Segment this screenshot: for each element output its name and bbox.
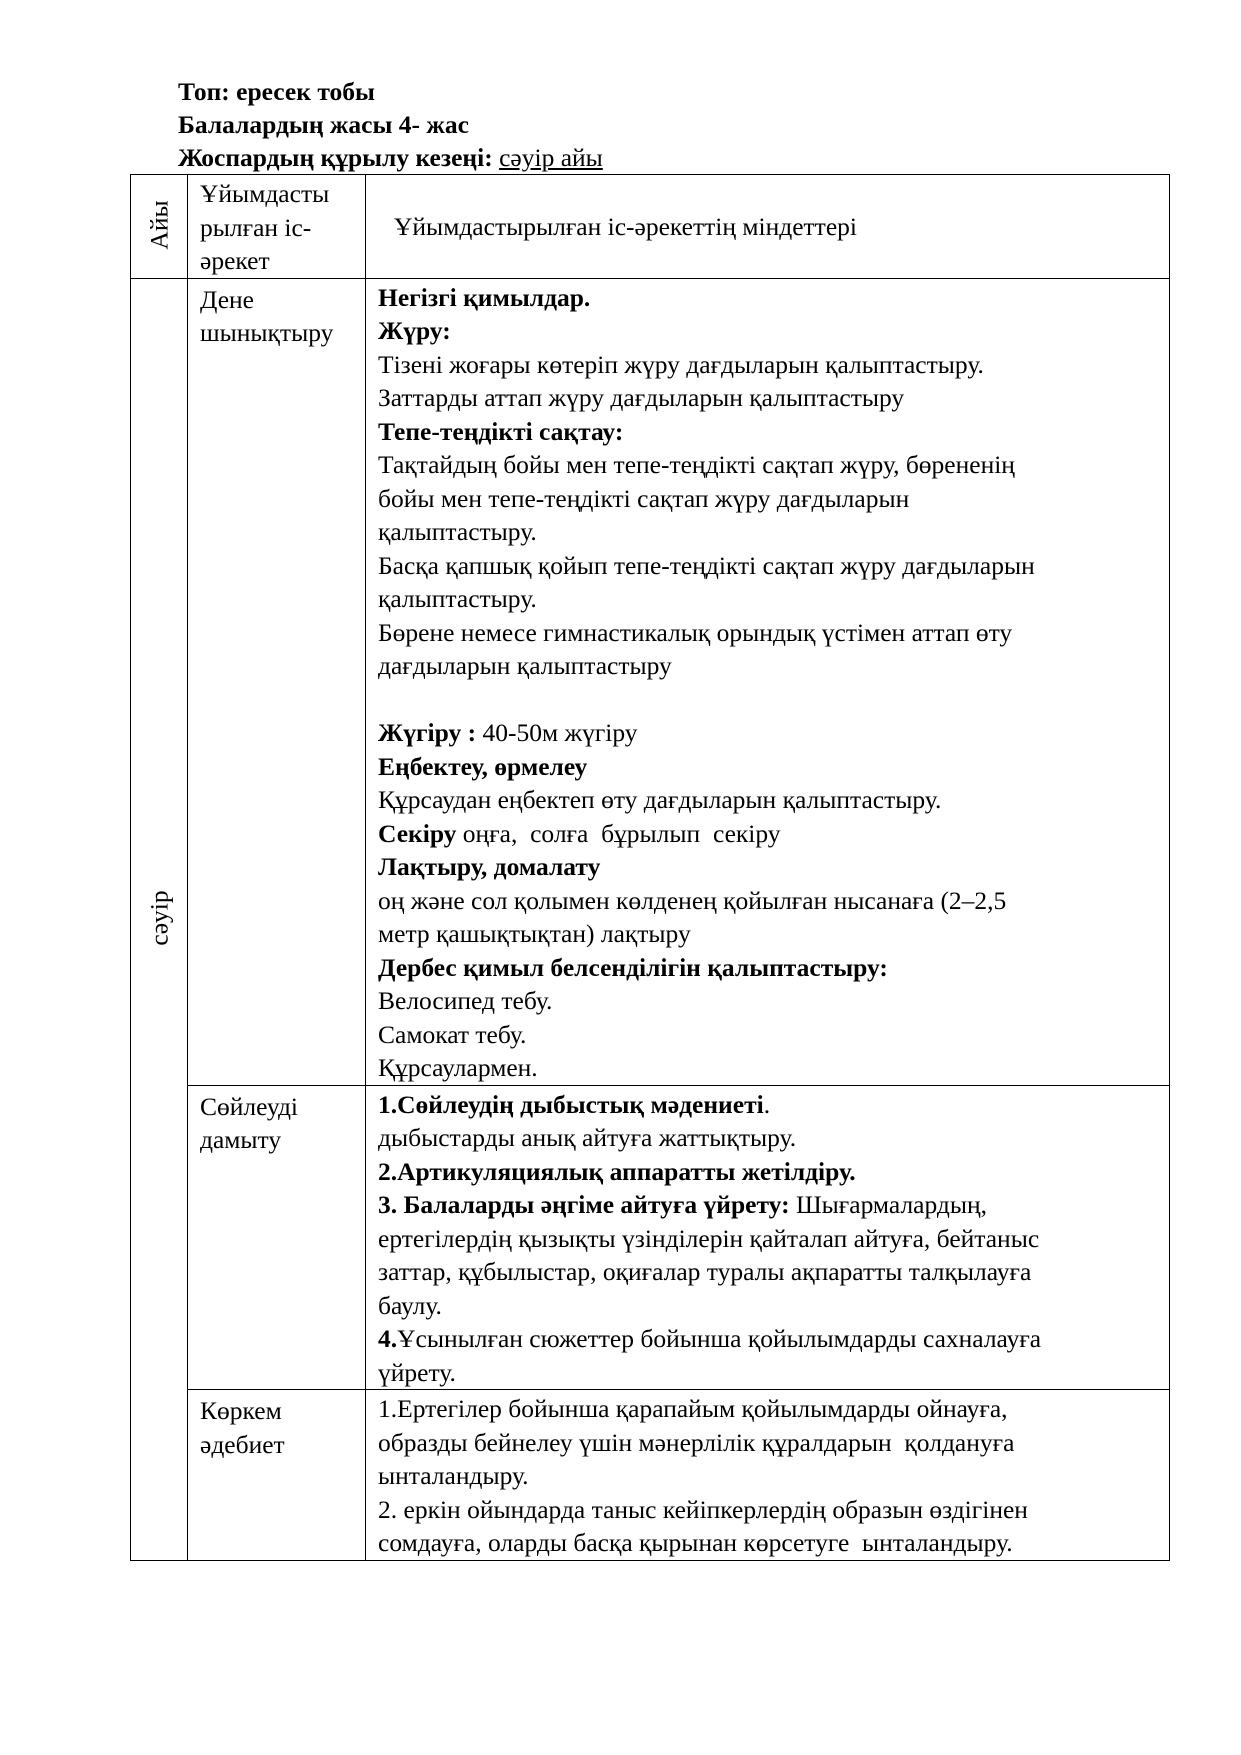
task-line <box>378 951 1165 985</box>
period-value: сәуір айы <box>499 143 603 172</box>
task-line <box>378 783 1165 817</box>
task-line-bold: Еңбектеу, өрмелеу <box>378 751 588 781</box>
task-line-text: қалыптастыру. <box>378 517 537 546</box>
task-line <box>378 1289 1165 1323</box>
task-line <box>378 850 1165 884</box>
task-line-text: Шығармалардың, <box>789 1190 988 1219</box>
month-label: сәуір <box>144 890 174 946</box>
task-line-bold: Жүру: <box>378 316 451 345</box>
task-line <box>378 1188 1165 1222</box>
task-line <box>378 1018 1165 1052</box>
task-line-text: Құрсаулармен. <box>378 1053 538 1082</box>
table-row <box>131 1390 1170 1561</box>
task-line <box>378 884 1165 918</box>
task-line-text: Ұсынылған сюжеттер бойынша қойылымдарды сахналауға <box>397 1324 1042 1353</box>
activity-line: шынықтыру <box>200 318 334 347</box>
task-line-text: дағдыларын қалыптастыру <box>378 651 672 680</box>
task-line <box>378 281 1165 315</box>
task-line <box>378 716 1165 750</box>
task-line-text: үйрету. <box>378 1357 456 1387</box>
tasks-cell <box>366 278 1170 1085</box>
task-line <box>378 1459 1165 1493</box>
document-header <box>178 75 603 174</box>
task-line <box>378 1526 1165 1560</box>
group-label: Топ: <box>178 77 230 106</box>
header-activity-line: әрекет <box>200 246 270 275</box>
task-line <box>378 1155 1165 1189</box>
task-line-bold: Жүгіру : <box>378 718 477 747</box>
task-line-text: Заттарды аттап жүру дағдыларын қалыптастыру <box>378 383 905 412</box>
task-line <box>378 1426 1165 1460</box>
header-month-cell <box>131 175 188 279</box>
task-line <box>378 1121 1165 1155</box>
task-line-text: Тізені жоғары көтеріп жүру дағдыларын қалыптастыру. <box>378 349 984 379</box>
task-line <box>378 1088 1165 1122</box>
task-line <box>378 1356 1165 1390</box>
task-line-bold: 1.Сөйлеудің дыбыстық мәдениеті <box>378 1089 764 1119</box>
task-line-text: қалыптастыру. <box>378 584 537 613</box>
task-line-text: дыбыстарды анық айтуға жаттықтыру. <box>378 1123 797 1152</box>
task-line-bold: 4. <box>378 1324 398 1353</box>
task-line <box>378 1222 1165 1256</box>
activity-line: Сөйлеуді <box>200 1091 299 1121</box>
task-line-text: ынталандыру. <box>378 1461 529 1490</box>
task-line-text: сомдауға, оларды басқа қырынан көрсетуге ынталандыру. <box>378 1528 1013 1557</box>
table-row <box>131 278 1170 1085</box>
task-line-text: ертегілердің қызықты үзінділерін қайталап айтуға, бейтаныс <box>378 1223 1040 1253</box>
task-line <box>378 750 1165 784</box>
task-line-text: образды бейнелеу үшін мәнерлілік құралдарын қолдануға <box>378 1427 1015 1457</box>
task-line-text: . <box>763 1089 771 1119</box>
header-activity-cell <box>188 175 366 279</box>
header-activity-line: Ұйымдасты <box>200 179 330 208</box>
header-activity-line: рылған іс- <box>200 212 312 242</box>
task-line-bold: Дербес қимыл белсенділігін қалыптастыру: <box>378 952 888 982</box>
task-line <box>378 917 1165 951</box>
tasks-cell <box>366 1085 1170 1390</box>
group-value: ересек тобы <box>236 77 375 106</box>
task-line <box>378 381 1165 415</box>
age-text: Балалардың жасы 4- жас <box>178 110 469 139</box>
task-line <box>378 1322 1165 1356</box>
task-line <box>378 817 1165 851</box>
task-line <box>378 515 1165 549</box>
task-line <box>378 482 1165 516</box>
task-line-text: 1.Ертегілер бойынша қарапайым қойылымдарды ойнауға, <box>378 1394 1008 1423</box>
task-line <box>378 649 1165 683</box>
activity-cell <box>188 278 366 1085</box>
task-line-text: оңға, солға бұрылып секіру <box>456 818 781 848</box>
task-line-text: баулу. <box>378 1290 442 1320</box>
task-line-text: Самокат тебу. <box>378 1019 527 1049</box>
task-line <box>378 984 1165 1018</box>
task-line <box>378 448 1165 482</box>
task-line-text: Бөрене немесе гимнастикалық орындық үстімен аттап өту <box>378 617 1013 647</box>
task-line-bold: Лақтыру, домалату <box>378 852 601 881</box>
activity-line: әдебиет <box>200 1429 285 1459</box>
task-line <box>378 616 1165 650</box>
task-line-text: Басқа қапшық қойып тепе-теңдікті сақтап жүру дағдыларын <box>378 550 1035 580</box>
activity-line: Көркем <box>200 1396 282 1425</box>
task-line-text: Құрсаудан еңбектеп өту дағдыларын қалыптастыру. <box>378 785 942 814</box>
activity-line: дамыту <box>200 1125 282 1154</box>
task-line <box>378 1392 1165 1426</box>
task-line <box>378 314 1165 348</box>
task-line-text: 2. еркін ойындарда таныс кейіпкерлердің образын өздігінен <box>378 1494 1028 1524</box>
age-line <box>178 108 603 141</box>
group-line <box>178 75 603 108</box>
table-row <box>131 1085 1170 1390</box>
header-month-label: Айы <box>144 199 174 250</box>
header-tasks-label: Ұйымдастырылған іс-әрекеттің міндеттері <box>394 211 857 241</box>
task-line <box>378 1255 1165 1289</box>
plan-table <box>130 174 1170 1561</box>
table-header-row <box>131 175 1170 279</box>
task-line-text: Тақтайдың бойы мен тепе-теңдікті сақтап жүру, бөрененің <box>378 450 1015 479</box>
task-line-text: Велосипед тебу. <box>378 986 553 1015</box>
task-line <box>378 415 1165 449</box>
task-line <box>378 1051 1165 1085</box>
task-line <box>378 683 1165 717</box>
task-line-text: заттар, құбылыстар, оқиғалар туралы ақпаратты талқылауға <box>378 1257 1032 1286</box>
task-line <box>378 348 1165 382</box>
task-line-bold: Негізгі қимылдар. <box>378 282 591 312</box>
task-line-bold: 3. Балаларды әңгіме айтуға үйрету: <box>378 1190 790 1219</box>
period-line <box>178 141 603 174</box>
task-line-bold: Секіру <box>378 818 457 848</box>
period-label: Жоспардың құрылу кезеңі: <box>178 143 493 172</box>
task-line-bold: Тепе-теңдікті сақтау: <box>378 416 624 446</box>
task-line-text: метр қашықтықтан) лақтыру <box>378 919 691 948</box>
month-cell <box>131 278 188 1560</box>
task-line-text: бойы мен тепе-теңдікті сақтап жүру дағдыларын <box>378 483 910 513</box>
task-line <box>378 1493 1165 1527</box>
task-line-text: оң және сол қолымен көлденең қойылған нысанаға (2–2,5 <box>378 885 1007 915</box>
task-line-text: 40-50м жүгіру <box>476 718 638 747</box>
activity-cell <box>188 1085 366 1390</box>
activity-cell <box>188 1390 366 1561</box>
task-line-bold: 2.Артикуляциялық аппаратты жетілдіру. <box>378 1156 856 1186</box>
task-line <box>378 549 1165 583</box>
header-tasks-cell <box>366 175 1170 279</box>
activity-line: Дене <box>200 284 254 314</box>
tasks-cell <box>366 1390 1170 1561</box>
task-line <box>378 582 1165 616</box>
